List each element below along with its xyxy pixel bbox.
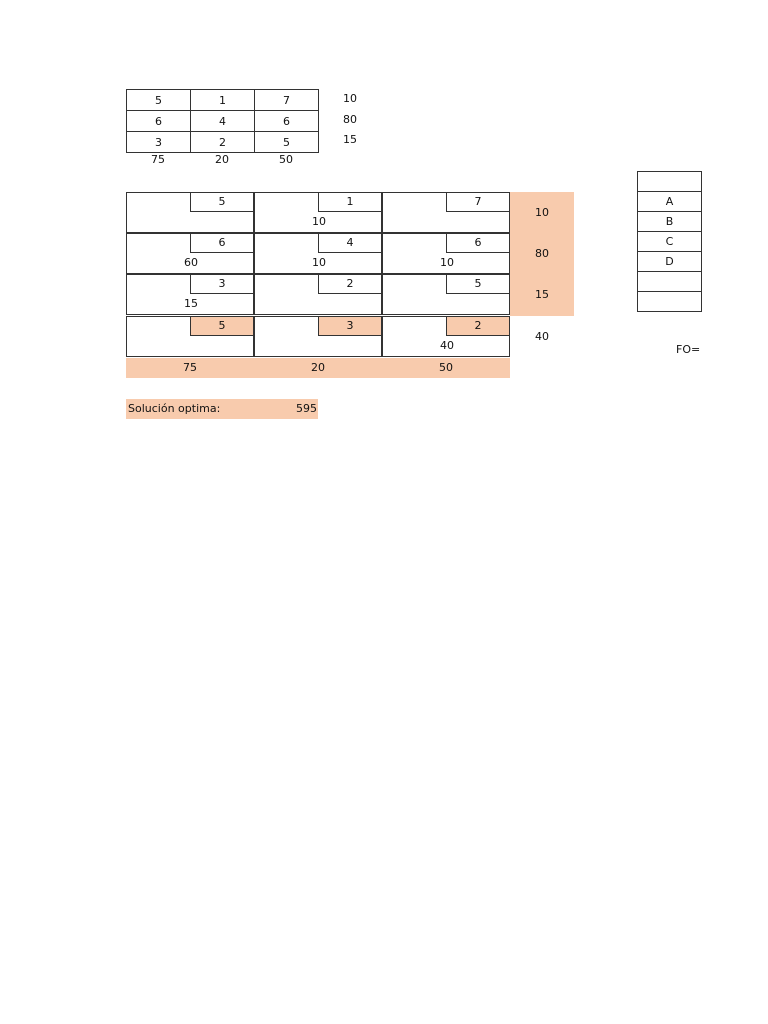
cost-demand-value[interactable]: 75 xyxy=(151,153,165,166)
solution-label: Solución optima: xyxy=(128,402,221,415)
tableau-cell[interactable] xyxy=(254,274,382,315)
solution-value[interactable]: 595 xyxy=(296,402,317,415)
letter-cell[interactable]: B xyxy=(637,212,702,232)
cell-cost: 3 xyxy=(190,274,254,294)
tableau-cell[interactable] xyxy=(382,233,510,274)
cell-allocation: 10 xyxy=(312,215,326,228)
cost-cell[interactable]: 7 xyxy=(255,90,319,111)
cost-cell[interactable]: 3 xyxy=(127,132,191,153)
letter-cell[interactable]: D xyxy=(637,252,702,272)
cost-cell[interactable]: 2 xyxy=(191,132,255,153)
cell-allocation: 15 xyxy=(184,297,198,310)
cell-allocation: 10 xyxy=(312,256,326,269)
demand-value[interactable]: 75 xyxy=(183,361,197,374)
cost-row xyxy=(127,111,319,132)
cost-cell[interactable]: 6 xyxy=(255,111,319,132)
cell-cost: 5 xyxy=(190,192,254,212)
cell-cost: 4 xyxy=(318,233,382,253)
cell-cost: 7 xyxy=(446,192,510,212)
letter-cell[interactable]: A xyxy=(637,192,702,212)
cell-cost: 5 xyxy=(190,316,254,336)
letter-cell[interactable] xyxy=(637,171,702,192)
supply-value[interactable]: 40 xyxy=(535,330,549,343)
cell-cost: 2 xyxy=(446,316,510,336)
cost-demand-value[interactable]: 20 xyxy=(215,153,229,166)
demand-value[interactable]: 20 xyxy=(311,361,325,374)
letter-cell[interactable] xyxy=(637,272,702,292)
cell-cost: 1 xyxy=(318,192,382,212)
cell-allocation xyxy=(127,336,255,356)
cell-allocation: 60 xyxy=(184,256,198,269)
cost-cell[interactable]: 4 xyxy=(191,111,255,132)
transport-tableau xyxy=(126,192,510,357)
tableau-cell[interactable] xyxy=(382,192,510,233)
cost-cell[interactable]: 5 xyxy=(255,132,319,153)
letter-list xyxy=(637,171,702,312)
fo-label: FO= xyxy=(676,343,701,356)
cell-allocation: 10 xyxy=(440,256,454,269)
tableau-cell[interactable] xyxy=(126,192,254,233)
cell-cost: 6 xyxy=(190,233,254,253)
cell-cost: 2 xyxy=(318,274,382,294)
letter-cell[interactable]: C xyxy=(637,232,702,252)
tableau-cell[interactable] xyxy=(382,316,510,357)
tableau-cell[interactable] xyxy=(254,316,382,357)
cell-cost: 6 xyxy=(446,233,510,253)
tableau-cell[interactable] xyxy=(126,316,254,357)
cost-supply-value[interactable]: 80 xyxy=(343,113,357,126)
cost-supply-value[interactable]: 10 xyxy=(343,92,357,105)
cell-allocation xyxy=(383,294,511,314)
tableau-cell[interactable] xyxy=(126,233,254,274)
cost-supply-value[interactable]: 15 xyxy=(343,133,357,146)
supply-value[interactable]: 80 xyxy=(535,247,549,260)
cell-allocation xyxy=(255,294,383,314)
cost-matrix xyxy=(126,89,319,153)
tableau-cell[interactable] xyxy=(254,192,382,233)
cell-cost: 5 xyxy=(446,274,510,294)
cell-allocation: 40 xyxy=(440,339,454,352)
tableau-cell[interactable] xyxy=(382,274,510,315)
cost-cell[interactable]: 6 xyxy=(127,111,191,132)
cell-cost: 3 xyxy=(318,316,382,336)
cost-demand-value[interactable]: 50 xyxy=(279,153,293,166)
cost-row xyxy=(127,90,319,111)
letter-cell[interactable] xyxy=(637,292,702,312)
cost-cell[interactable]: 1 xyxy=(191,90,255,111)
demand-value[interactable]: 50 xyxy=(439,361,453,374)
tableau-cell[interactable] xyxy=(126,274,254,315)
supply-value[interactable]: 10 xyxy=(535,206,549,219)
cell-allocation xyxy=(127,212,255,232)
cell-allocation xyxy=(383,212,511,232)
tableau-cell[interactable] xyxy=(254,233,382,274)
cost-cell[interactable]: 5 xyxy=(127,90,191,111)
supply-value[interactable]: 15 xyxy=(535,288,549,301)
cell-allocation xyxy=(255,336,383,356)
